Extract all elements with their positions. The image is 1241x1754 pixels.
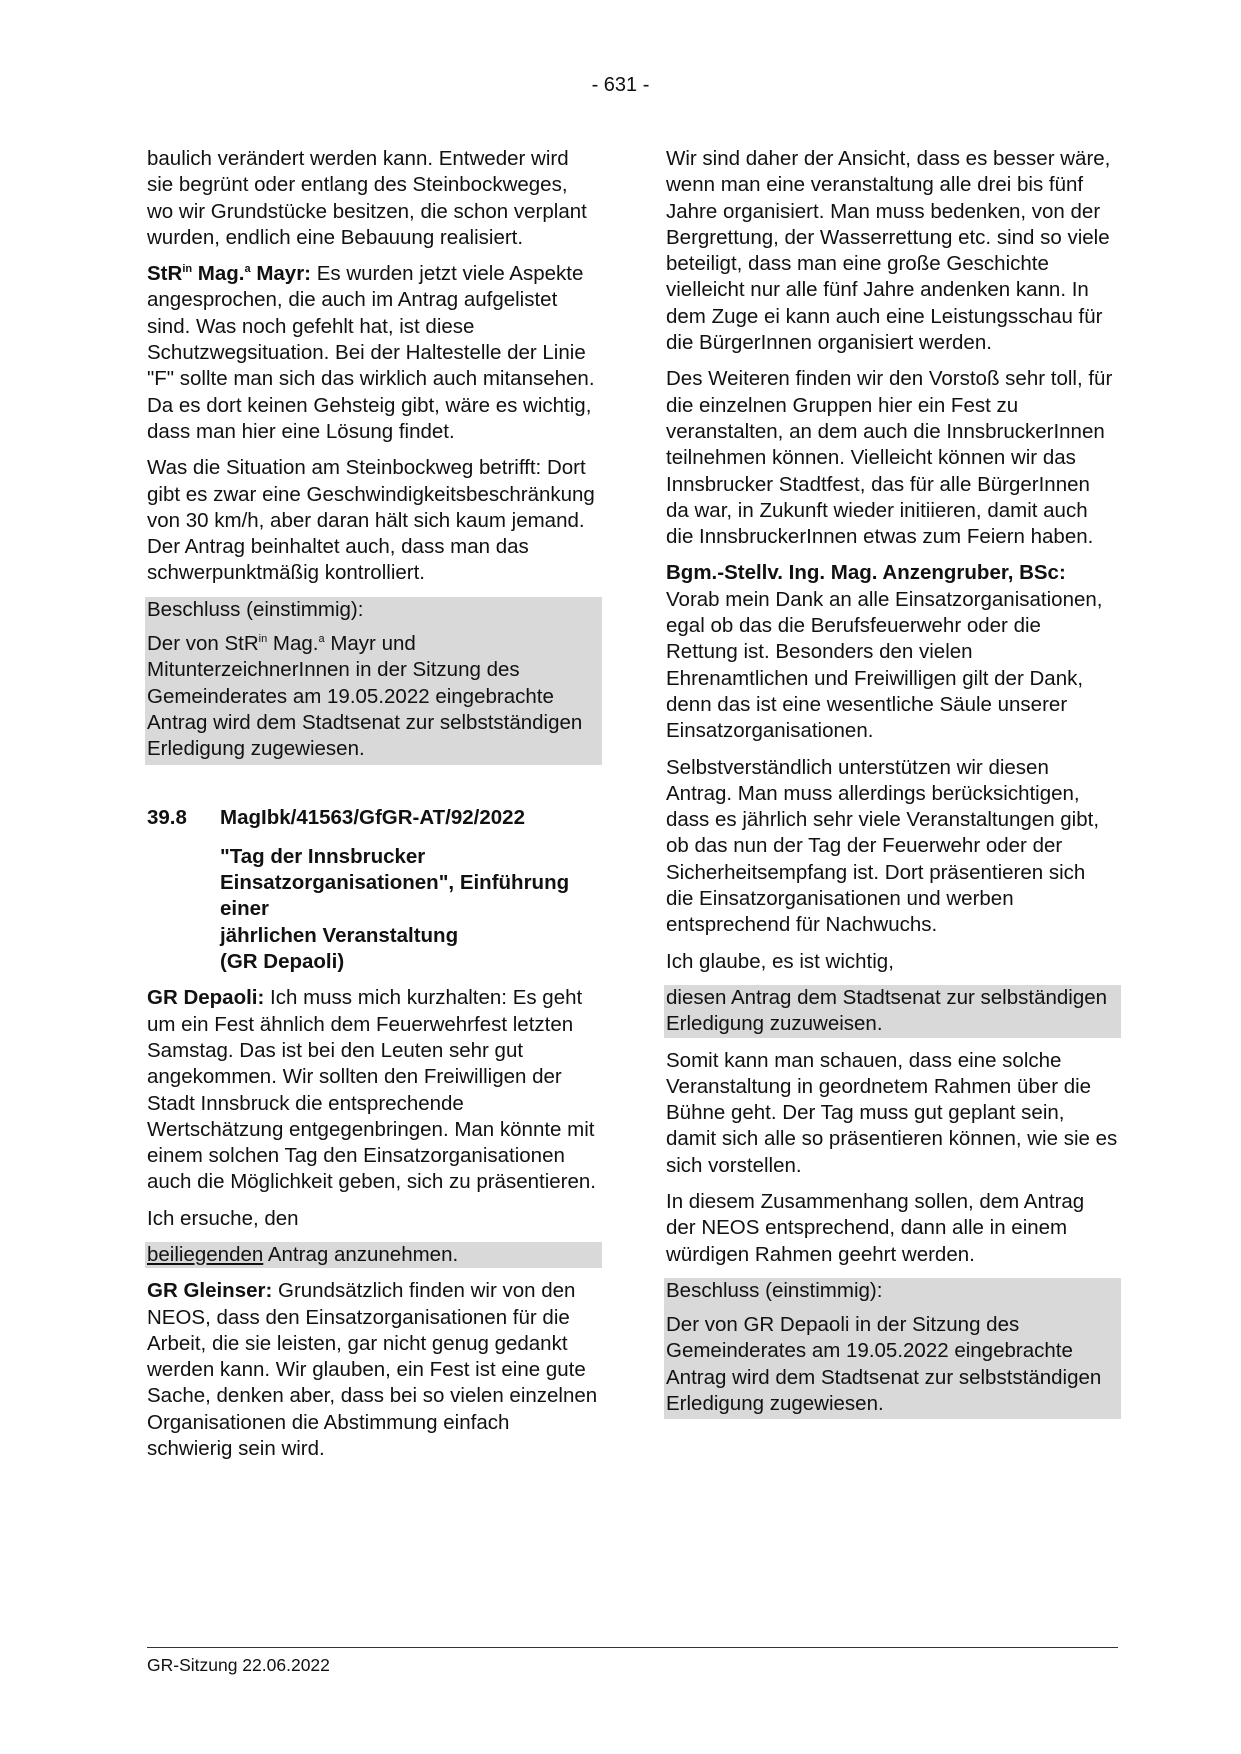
agenda-title: "Tag der Innsbrucker Einsatzorganisationen", Einführung einer jährlichen Veranstaltung (GR Depaoli) [220,844,570,974]
resolution-text: Der von GR Depaoli in der Sitzung des Gemeinderates am 19.05.2022 eingebrachte Antrag wird dem Stadtsenat zur selbstständigen Erledigung zugewiesen. [664,1312,1121,1419]
paragraph: Ich glaube, es ist wichtig, [666,949,894,973]
paragraph: Somit kann man schauen, dass eine solche Veranstaltung in geordnetem Rahmen über die Bühne geht. Der Tag muss gut geplant sein, damit sich alle so präsentieren können, wie sie es sich vorstellen. [666,1048,1118,1177]
page-number: - 631 - [591,74,650,96]
paragraph: Ich ersuche, den [147,1206,299,1230]
paragraph: Was die Situation am Steinbockweg betrifft: Dort gibt es zwar eine Geschwindigkeitsbeschränkung von 30 km/h, aber daran hält sich kaum jemand. Der Antrag beinhaltet auch, dass man das schwerpunktmäßig kontrolliert. [147,456,595,585]
right-column [666,146,1118,1429]
footer-session-date: GR-Sitzung 22.06.2022 [147,1655,330,1675]
resolution-title: Beschluss (einstimmig): [145,597,602,631]
speech-gleinser: GR Gleinser: Grundsätzlich finden wir von den NEOS, dass den Einsatzorganisationen für die Arbeit, die sie leisten, gar nicht genug gedankt werden kann. Wir glauben, ein Fest ist eine gute Sache, denken aber, dass bei so vielen einzelnen Organisationen die Abstimmung einfach schwierig sein wird. [147,1279,598,1461]
motion-text: diesen Antrag dem Stadtsenat zur selbständigen Erledigung zuzuweisen. [664,985,1121,1038]
motion-text: beiliegenden Antrag anzunehmen. [145,1242,602,1268]
speaker-name: StR$^{in}$ Mag.$^a$ Mayr: [147,262,312,286]
agenda-heading [147,805,599,831]
agenda-number: 39.8 [147,805,187,829]
speaker-name: GR Depaoli: [147,986,265,1010]
paragraph: Des Weiteren finden wir den Vorstoß sehr toll, für die einzelnen Gruppen hier ein Fest zu veranstalten, an dem auch die InnsbruckerInnen teilnehmen können. Vielleicht können wir das Innsbrucker Stadtfest, das für alle BürgerInnen da war, in Zukunft wieder initiieren, damit auch die InnsbruckerInnen etwas zum Feiern haben. [666,367,1113,549]
resolution-title: Beschluss (einstimmig): [664,1278,1121,1312]
paragraph: Wir sind daher der Ansicht, dass es besser wäre, wenn man eine veranstaltung alle drei bis fünf Jahre organisiert. Man muss bedenken, von der Bergrettung, der Wasserrettung etc. sind so viele beteiligt, dass man eine große Geschichte vielleicht nur alle fünf Jahre andenken kann. In dem Zuge ei kann auch eine Leistungsschau für die BürgerInnen organisiert werden. [666,147,1111,355]
resolution-text: Der von StR$^{in}$ Mag.$^a$ Mayr und MitunterzeichnerInnen in der Sitzung des Gemeinderates am 19.05.2022 eingebrachte Antrag wird dem Stadtsenat zur selbstständigen Erledigung zugewiesen. [145,631,602,764]
left-column [147,146,599,1472]
speaker-name: Bgm.-Stellv. Ing. Mag. Anzengruber, BSc: [666,561,1066,585]
speech-anzengruber: Bgm.-Stellv. Ing. Mag. Anzengruber, BSc: Vorab mein Dank an alle Einsatzorganisationen, egal ob das die Berufsfeuerwehr oder die Rettung ist. Besonders den vielen Ehrenamtlichen und Freiwilligen gilt der Dank, denn das ist eine wesentliche Säule unserer Einsatzorganisationen. [666,561,1103,743]
paragraph: In diesem Zusammenhang sollen, dem Antrag der NEOS entsprechend, dann alle in einem würdigen Rahmen geehrt werden. [666,1189,1085,1266]
paragraph: Selbstverständlich unterstützen wir diesen Antrag. Man muss allerdings berücksichtigen, dass es jährlich sehr viele Veranstaltungen gibt, ob das nun der Tag der Feuerwehr oder der Sicherheitsempfang ist. Dort präsentieren sich die Einsatzorganisationen und werben entsprechend für Nachwuchs. [666,755,1100,937]
speaker-name: GR Gleinser: [147,1279,273,1303]
agenda-reference: MagIbk/41563/GfGR-AT/92/2022 [220,805,525,829]
paragraph: baulich verändert werden kann. Entweder wird sie begrünt oder entlang des Steinbockweges, wo wir Grundstücke besitzen, die schon verplant wurden, endlich eine Bebauung realisiert. [147,147,587,249]
speech-mayr: StR$^{in}$ Mag.$^a$ Mayr: Es wurden jetzt viele Aspekte angesprochen, die auch im Antrag aufgelistet sind. Was noch gefehlt hat, ist diese Schutzwegsituation. Bei der Haltestelle der Linie "F" sollte man sich das wirklich auch mitansehen. Da es dort keinen Gehsteig gibt, wäre es wichtig, dass man hier eine Lösung findet. [147,262,595,443]
agenda-item-39-8 [147,805,599,976]
speech-depaoli: GR Depaoli: Ich muss mich kurzhalten: Es geht um ein Fest ähnlich dem Feuerwehrfest letzten Samstag. Das ist bei den Leuten sehr gut angekommen. Wir sollten den Freiwilligen der Stadt Innsbruck die entsprechende Wertschätzung entgegenbringen. Man könnte mit einem solchen Tag den Einsatzorganisationen auch die Möglichkeit geben, sich zu präsentieren. [147,986,596,1194]
footer-divider [147,1647,1118,1648]
